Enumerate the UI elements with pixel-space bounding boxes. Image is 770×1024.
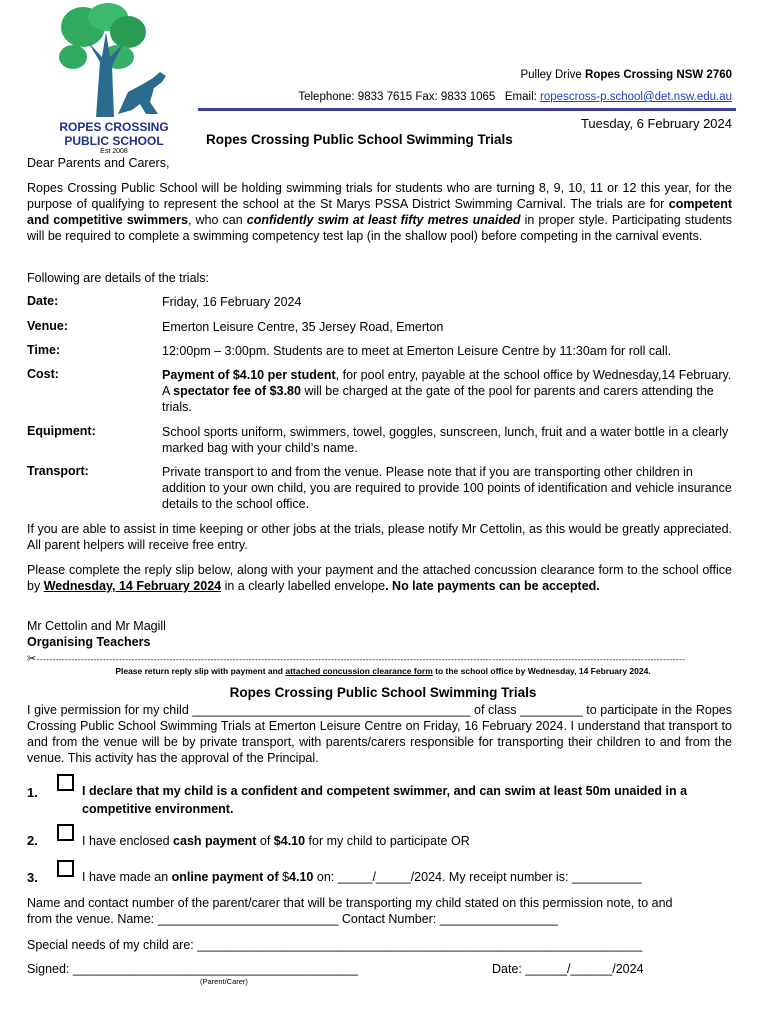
permission-paragraph: I give permission for my child ________________________________________ of class _________ to participate in the Ropes Crossing Public School Swimming Trials at Emerton Leisure Centre on Friday, 16 February 2024. I understand that transport to and from the venue will be by private transport, with parents/carers responsible for transporting their children to and from the venue. This activity has the approval of the Principal. [27,703,732,765]
equipment-value: School sports uniform, swimmers, towel, goggles, sunscreen, lunch, fruit and a water bottle in a clearly marked bag with your child’s name. [162,425,729,455]
date-label: Date: [27,294,59,308]
venue-label: Venue: [27,319,68,333]
signature-caption: (Parent/Carer) [200,977,248,986]
option-3-checkbox[interactable] [57,860,74,877]
email-link[interactable]: ropescross-p.school@det.nsw.edu.au [540,91,732,103]
header-divider [198,108,736,111]
option-3-text: I have made an online payment of $4.10 on: _____/_____/2024. My receipt number is: __________ [82,870,642,884]
date-value: Friday, 16 February 2024 [162,295,302,309]
letter-date: Tuesday, 6 February 2024 [580,116,732,131]
cost-label: Cost: [27,367,59,381]
return-instruction: Please return reply slip with payment and attached concussion clearance form to the school office by Wednesday, 14 February 2024. [115,666,651,676]
signoff-title: Organising Teachers [27,635,151,649]
cut-line: ✂------------------------------------------------------------------------------------------------------------------------------------------------------------------------------------------------------------- [27,653,686,665]
established-date: Est 2008 [100,148,128,155]
contact-info-field[interactable]: Name and contact number of the parent/carer that will be transporting my child stated on this permission note, to and from the venue. Name: __________________________ Contact Number: _________________ [27,896,673,926]
signoff-names: Mr Cettolin and Mr Magill [27,619,166,633]
venue-value: Emerton Leisure Centre, 35 Jersey Road, Emerton [162,320,444,334]
transport-label: Transport: [27,464,89,478]
date-field[interactable]: Date: ______/______/2024 [492,962,644,976]
kangaroo-icon [118,72,166,114]
school-contact: Telephone: 9833 7615 Fax: 9833 1065 Email: ropescross-p.school@det.nsw.edu.au [298,91,732,103]
school-name: ROPES CROSSING PUBLIC SCHOOL [59,120,169,148]
school-address: Pulley Drive Ropes Crossing NSW 2760 [520,69,732,81]
assist-paragraph: If you are able to assist in time keeping or other jobs at the trials, please notify Mr Cettolin, as this would be greatly appreciated. All parent helpers will receive free entry. [27,522,732,552]
option-1-text: I declare that my child is a confident and competent swimmer, and can swim at least 50m unaided in a competitive environment. [82,784,688,816]
cost-value: Payment of $4.10 per student, for pool entry, payable at the school office by Wednesday,14 February. A spectator fee of $3.80 will be charged at the gate of the pool for parents and carers attending the trials. [162,368,732,414]
option-2-text: I have enclosed cash payment of $4.10 for my child to participate OR [82,834,470,848]
intro-paragraph: Ropes Crossing Public School will be holding swimming trials for students who are turning 8, 9, 10, 11 or 12 this year, for the purpose of qualifying to represent the school at the St Marys PSSA District Swimming Carnival. The trials are for competent and competitive swimmers, who can confidently swim at least fifty metres unaided in proper style. Participating students will be required to complete a swimming competency test lap (in the shallow pool) before competing in the carnival events. [27,181,732,243]
complete-paragraph: Please complete the reply slip below, along with your payment and the attached concussion clearance form to the school office by Wednesday, 14 February 2024 in a clearly labelled envelope. No late payments can be accepted. [27,563,732,593]
equipment-label: Equipment: [27,424,96,438]
slip-title: Ropes Crossing Public School Swimming Trials [229,685,537,700]
page-title: Ropes Crossing Public School Swimming Trials [206,132,513,147]
option-2-number: 2. [27,833,38,848]
option-1-number: 1. [27,785,38,800]
transport-value: Private transport to and from the venue. Please note that if you are transporting other children in addition to your own child, you are required to provide 100 points of identification and vehicle insurance details to the school office. [162,465,732,511]
option-3-number: 3. [27,870,38,885]
signature-field[interactable]: Signed: _________________________________________ [27,962,358,976]
option-2-checkbox[interactable] [57,824,74,841]
scissors-icon: ✂ [27,653,37,665]
details-intro: Following are details of the trials: [27,271,210,285]
time-value: 12:00pm – 3:00pm. Students are to meet at Emerton Leisure Centre by 11:30am for roll call. [162,344,672,358]
greeting: Dear Parents and Carers, [27,156,170,170]
option-1-checkbox[interactable] [57,774,74,791]
special-needs-field[interactable]: Special needs of my child are: ________________________________________________________________ [27,938,643,952]
time-label: Time: [27,343,61,357]
